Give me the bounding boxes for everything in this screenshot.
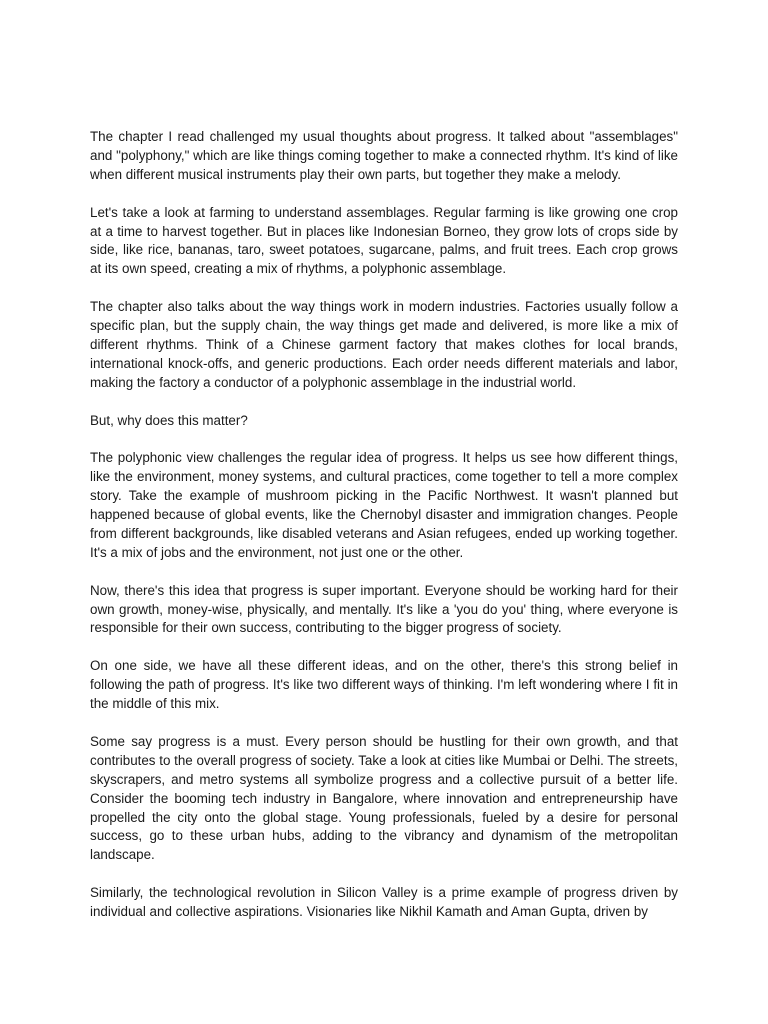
paragraph-1: The chapter I read challenged my usual thoughts about progress. It talked about "assemblages" and "polyphony," which are like things coming together to make a connected rhythm. It's kind of like when different musical instruments play their own parts, but together they make a melody. [90,129,678,182]
paragraph-4: But, why does this matter? [90,412,248,428]
document-page [90,128,678,941]
paragraph-9: Similarly, the technological revolution in Silicon Valley is a prime example of progress driven by individual and collective aspirations. Visionaries like Nikhil Kamath and Aman Gupta, driven by [90,885,678,920]
paragraph-6: Now, there's this idea that progress is super important. Everyone should be working hard for their own growth, money-wise, physically, and mentally. It's like a 'you do you' thing, where everyone is responsible for their own success, contributing to the bigger progress of society. [90,582,678,636]
paragraph-3: The chapter also talks about the way things work in modern industries. Factories usually follow a specific plan, but the supply chain, the way things get made and delivered, is more like a mix of different rhythms. Think of a Chinese garment factory that makes clothes for local brands, international knock-offs, and generic productions. Each order needs different materials and labor, making the factory a conductor of a polyphonic assemblage in the industrial world. [90,299,678,390]
paragraph-5: The polyphonic view challenges the regular idea of progress. It helps us see how different things, like the environment, money systems, and cultural practices, come together to tell a more complex story. Take the example of mushroom picking in the Pacific Northwest. It wasn't planned but happened because of global events, like the Chernobyl disaster and immigration changes. People from different backgrounds, like disabled veterans and Asian refugees, ended up working together. It's a mix of jobs and the environment, not just one or the other. [90,450,678,560]
paragraph-7: On one side, we have all these different ideas, and on the other, there's this strong belief in following the path of progress. It's like two different ways of thinking. I'm left wondering where I fit in the middle of this mix. [90,658,678,712]
paragraph-8: Some say progress is a must. Every person should be hustling for their own growth, and that contributes to the overall progress of society. Take a look at cities like Mumbai or Delhi. The streets, skyscrapers, and metro systems all symbolize progress and a collective pursuit of a better life. Consider the booming tech industry in Bangalore, where innovation and entrepreneurship have propelled the city onto the global stage. Young professionals, fueled by a desire for personal success, go to these urban hubs, adding to the vibrancy and dynamism of the metropolitan landscape. [90,733,678,863]
paragraph-2: Let's take a look at farming to understand assemblages. Regular farming is like growing one crop at a time to harvest together. But in places like Indonesian Borneo, they grow lots of crops side by side, like rice, bananas, taro, sweet potatoes, sugarcane, palms, and fruit trees. Each crop grows at its own speed, creating a mix of rhythms, a polyphonic assemblage. [90,204,678,277]
